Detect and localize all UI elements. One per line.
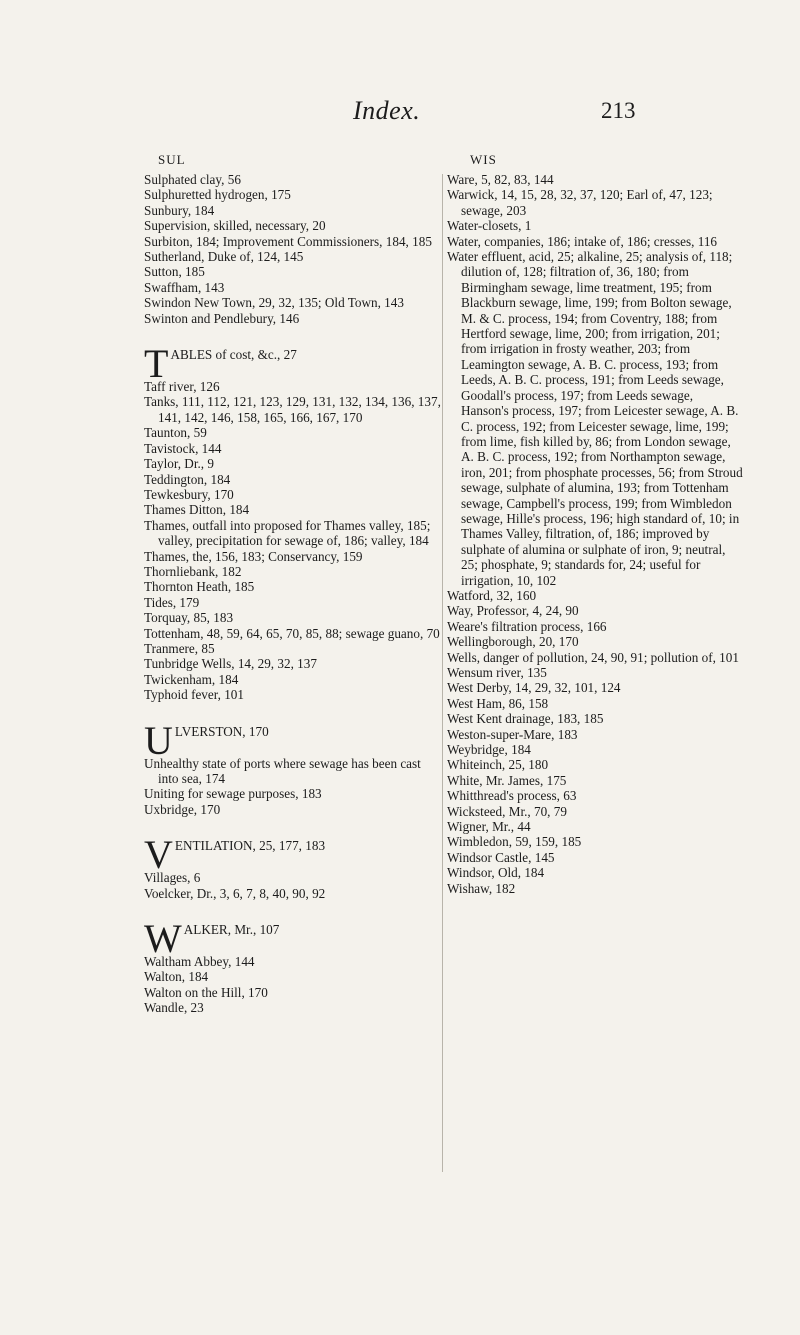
- index-entry: Wicksteed, Mr., 70, 79: [447, 803, 567, 819]
- index-entry: Swinton and Pendlebury, 146: [144, 310, 300, 326]
- index-entry: Sulphated clay, 56: [144, 172, 241, 187]
- s-section: [144, 172, 442, 326]
- guide-word-right: WIS: [470, 152, 497, 167]
- index-entry: Thames Ditton, 184: [144, 502, 250, 518]
- t-section: [144, 341, 442, 703]
- index-entry: Tunbridge Wells, 14, 29, 32, 137: [144, 656, 317, 672]
- lead-entry-text: LVERSTON, 170: [174, 723, 269, 739]
- w-section: [144, 916, 442, 1016]
- index-entry: Swindon New Town, 29, 32, 135; Old Town, 143: [144, 295, 404, 311]
- index-entry: Uniting for sewage purposes, 183: [144, 786, 322, 802]
- index-entry: Water-closets, 1: [447, 218, 532, 234]
- index-entry: Taff river, 126: [144, 379, 220, 395]
- index-entry: Sulphuretted hydrogen, 175: [144, 187, 291, 203]
- index-entry: Sutherland, Duke of, 124, 145: [144, 249, 304, 265]
- index-entry: Voelcker, Dr., 3, 6, 7, 8, 40, 90, 92: [144, 885, 326, 901]
- index-entry: Waltham Abbey, 144: [144, 954, 255, 970]
- index-entry: Walton on the Hill, 170: [144, 984, 268, 1000]
- index-entry: Weybridge, 184: [447, 742, 531, 758]
- index-entry: Way, Professor, 4, 24, 90: [447, 603, 579, 619]
- drop-cap: W: [144, 916, 182, 962]
- index-entry: Taylor, Dr., 9: [144, 456, 214, 472]
- index-entry: Ware, 5, 82, 83, 144: [447, 172, 554, 187]
- index-entry: Thornton Heath, 185: [144, 579, 255, 595]
- section-lead-entry: [144, 717, 442, 763]
- right-column: [447, 172, 744, 896]
- index-entry: Teddington, 184: [144, 471, 231, 487]
- lead-entry-text: ALKER, Mr., 107: [183, 922, 280, 938]
- drop-cap: U: [144, 717, 173, 763]
- index-entry: West Derby, 14, 29, 32, 101, 124: [447, 680, 621, 696]
- index-entry: Water, companies, 186; intake of, 186; cresses, 116: [447, 233, 718, 249]
- index-entry: Tranmere, 85: [144, 640, 215, 656]
- index-entry: Tides, 179: [144, 594, 200, 610]
- index-entry: Warwick, 14, 15, 28, 32, 37, 120; Earl of, 47, 123; sewage, 203: [447, 187, 713, 218]
- index-entry: Tottenham, 48, 59, 64, 65, 70, 85, 88; sewage guano, 70: [144, 625, 440, 641]
- index-entry: Water effluent, acid, 25; alkaline, 25; analysis of, 118; dilution of, 128; filtration of, 36, 180; from Birmingham sewage, lime treatment, 195; from Blackburn sewage, lime, 199; from Bolton sewage, M. & C. process, 194; from Coventry, 188; from Hertford sewage, lime, 200; from irrigation, 201; from irrigation in frosty weather, 203; from Leamington sewage, A. B. C. process, 193; from Leeds, A. B. C. process, 191; from Leeds sewage, Goodall's process, 197; from Leeds sewage, Hanson's process, 197; from Leicester sewage, A. B. C. process, 192; from Leicester sewage, lime, 199; from lime, fish killed by, 86; from London sewage, A. B. C. process, 192; from Northampton sewage, iron, 201; from phosphate processes, 56; from Stroud sewage, sulphate of alumina, 193; from Tottenham sewage, Campbell's process, 199; from Wimbledon sewage, Hille's process, 196; high standard of, 10; in Thames Valley, filtration, of, 186; improved by sulphate of alumina or sulphate of iron, 9; neutral, 25; phosphate, 9; standards for, 24; useful for irrigation, 10, 102: [447, 249, 743, 588]
- lead-entry-text: ABLES of cost, &c., 27: [170, 347, 297, 363]
- index-entry: Typhoid fever, 101: [144, 687, 244, 703]
- drop-cap: T: [144, 341, 169, 387]
- index-entry: Watford, 32, 160: [447, 587, 537, 603]
- index-entry: Thames, the, 156, 183; Conservancy, 159: [144, 548, 363, 564]
- index-entry: Taunton, 59: [144, 425, 207, 441]
- v-section: [144, 832, 442, 901]
- left-column: [144, 172, 442, 1016]
- guide-word-left: SUL: [158, 152, 186, 167]
- index-entry: Whiteinch, 25, 180: [447, 757, 549, 773]
- running-title: Index.: [353, 96, 421, 125]
- index-entry: Wensum river, 135: [447, 665, 547, 680]
- index-entry: Wimbledon, 59, 159, 185: [447, 834, 582, 850]
- index-entry: Tewkesbury, 170: [144, 486, 234, 502]
- index-entry: Wigner, Mr., 44: [447, 819, 531, 835]
- index-entry: Unhealthy state of ports where sewage has been cast into sea, 174: [144, 755, 421, 786]
- index-entry: Torquay, 85, 183: [144, 610, 234, 626]
- index-entry: Weare's filtration process, 166: [447, 618, 607, 634]
- index-entry: Wandle, 23: [144, 1000, 204, 1016]
- index-entry: Supervision, skilled, necessary, 20: [144, 218, 326, 234]
- index-entry: Windsor Castle, 145: [447, 849, 555, 865]
- page-header: [0, 96, 800, 132]
- index-entry: Twickenham, 184: [144, 671, 239, 687]
- index-entry: Swaffham, 143: [144, 279, 225, 295]
- lead-entry-text: ENTILATION, 25, 177, 183: [174, 838, 326, 854]
- index-entry: Walton, 184: [144, 969, 209, 985]
- index-entry: West Ham, 86, 158: [447, 695, 549, 711]
- index-entry: Sutton, 185: [144, 264, 205, 280]
- index-entry: Uxbridge, 170: [144, 801, 221, 817]
- column-divider: [442, 174, 443, 1172]
- drop-cap: V: [144, 832, 173, 878]
- index-entry: Weston-super-Mare, 183: [447, 726, 578, 742]
- index-entry: Sunbury, 184: [144, 202, 215, 218]
- index-entry: West Kent drainage, 183, 185: [447, 711, 604, 727]
- index-entry: Thornliebank, 182: [144, 563, 242, 579]
- page-number: 213: [601, 98, 636, 123]
- index-entry: White, Mr. James, 175: [447, 772, 567, 788]
- index-entry: Tavistock, 144: [144, 440, 222, 456]
- index-entry: Windsor, Old, 184: [447, 865, 545, 881]
- index-entry: Whitthread's process, 63: [447, 788, 577, 804]
- index-entry: Surbiton, 184; Improvement Commissioners, 184, 185: [144, 233, 432, 249]
- index-entry: Wishaw, 182: [447, 880, 516, 896]
- index-entry: Wells, danger of pollution, 24, 90, 91; pollution of, 101: [447, 649, 739, 665]
- u-section: [144, 717, 442, 818]
- index-entry: Wellingborough, 20, 170: [447, 634, 579, 650]
- index-entry: Tanks, 111, 112, 121, 123, 129, 131, 132, 134, 136, 137, 141, 142, 146, 158, 165, 166, 167, 170: [144, 394, 441, 425]
- index-entry: Villages, 6: [144, 870, 201, 886]
- index-entry: Thames, outfall into proposed for Thames valley, 185; valley, precipitation for sewage of, 186; valley, 184: [144, 517, 431, 549]
